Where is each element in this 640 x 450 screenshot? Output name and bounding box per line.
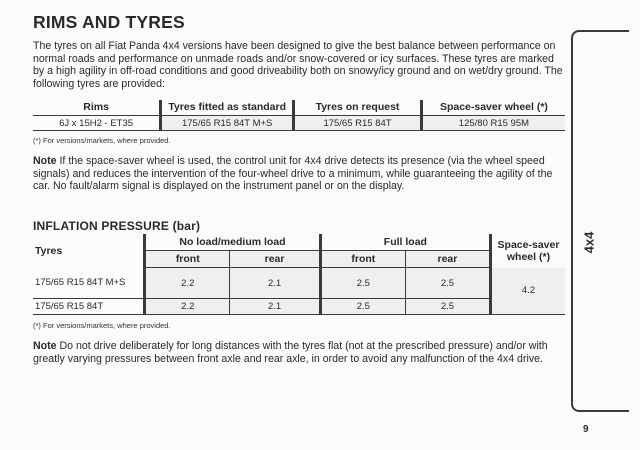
tyre-size-cell: 175/65 R15 84T xyxy=(33,299,145,315)
table-row xyxy=(33,268,565,299)
standard-tyres-cell: 175/65 R15 84T M+S xyxy=(161,116,294,131)
rims-table xyxy=(33,100,565,131)
full-load-header: Full load xyxy=(320,234,490,251)
space-saver-value: 4.2 xyxy=(490,268,565,315)
tyres-header: Tyres xyxy=(35,244,63,257)
section-tab-label xyxy=(578,226,600,260)
section-tab-frame xyxy=(571,30,629,412)
nl-front-value: 2.2 xyxy=(145,268,230,299)
note-label: Note xyxy=(33,155,57,167)
section-tab-text: 4x4 xyxy=(581,231,597,254)
inflation-pressure-title: INFLATION PRESSURE (bar) xyxy=(33,219,201,233)
nl-rear-header: rear xyxy=(230,251,320,268)
fl-rear-value: 2.5 xyxy=(405,299,490,315)
intro-paragraph: The tyres on all Fiat Panda 4x4 versions have been designed to give the best balance between performance on normal roads and performance on unmade roads and/or snow-covered or icy surfaces. These tyres are marked by a high agility in off-road conditions and good driveability both on snowy/icy ground and on wet/dry ground. The following tyres are provided: xyxy=(33,40,563,90)
fl-front-value: 2.5 xyxy=(320,299,405,315)
fl-rear-value: 2.5 xyxy=(405,268,490,299)
nl-front-header: front xyxy=(145,251,230,268)
request-tyres-header: Tyres on request xyxy=(294,100,422,116)
space-saver-header: Space-saver wheel (*) xyxy=(490,234,565,268)
note-text: Do not drive deliberately for long distances with the tyres flat (not at the prescribed pressure) and/or with greatly varying pressures between front axle and rear axle, in order to avoid any malfunction of the 4x4 drive. xyxy=(33,340,548,365)
note-text: If the space-saver wheel is used, the control unit for 4x4 drive detects its presence (via the wheel speed signals) and reduces the intervention of the four-wheel drive to a minimum, while guaranteeing the agility of the car. No fault/alarm signal is displayed on the instrument panel or on the display. xyxy=(33,155,553,193)
rims-table-header-row xyxy=(33,100,565,116)
space-saver-note xyxy=(33,155,568,193)
spare-wheel-cell: 125/80 R15 95M xyxy=(421,116,565,131)
fl-front-value: 2.5 xyxy=(320,268,405,299)
no-load-header: No load/medium load xyxy=(145,234,321,251)
standard-tyres-header: Tyres fitted as standard xyxy=(161,100,294,116)
page-number: 9 xyxy=(583,424,589,435)
tyre-size-cell: 175/65 R15 84T M+S xyxy=(33,268,145,299)
note-label: Note xyxy=(33,340,57,352)
rims-table-row xyxy=(33,116,565,131)
nl-rear-value: 2.1 xyxy=(230,299,320,315)
fl-rear-header: rear xyxy=(405,251,490,268)
rims-cell: 6J x 15H2 - ET35 xyxy=(33,116,161,131)
flat-tyre-note xyxy=(33,340,568,365)
pressure-group-header-row xyxy=(33,234,565,251)
nl-rear-value: 2.1 xyxy=(230,268,320,299)
spare-wheel-header: Space-saver wheel (*) xyxy=(421,100,565,116)
pressure-footnote: (*) For versions/markets, where provided. xyxy=(33,321,171,330)
nl-front-value: 2.2 xyxy=(145,299,230,315)
inflation-pressure-table xyxy=(33,234,565,315)
fl-front-header: front xyxy=(320,251,405,268)
page-title: RIMS AND TYRES xyxy=(33,12,185,32)
rims-footnote: (*) For versions/markets, where provided. xyxy=(33,136,171,145)
rims-header: Rims xyxy=(33,100,161,116)
table-row xyxy=(33,299,565,315)
request-tyres-cell: 175/65 R15 84T xyxy=(294,116,422,131)
